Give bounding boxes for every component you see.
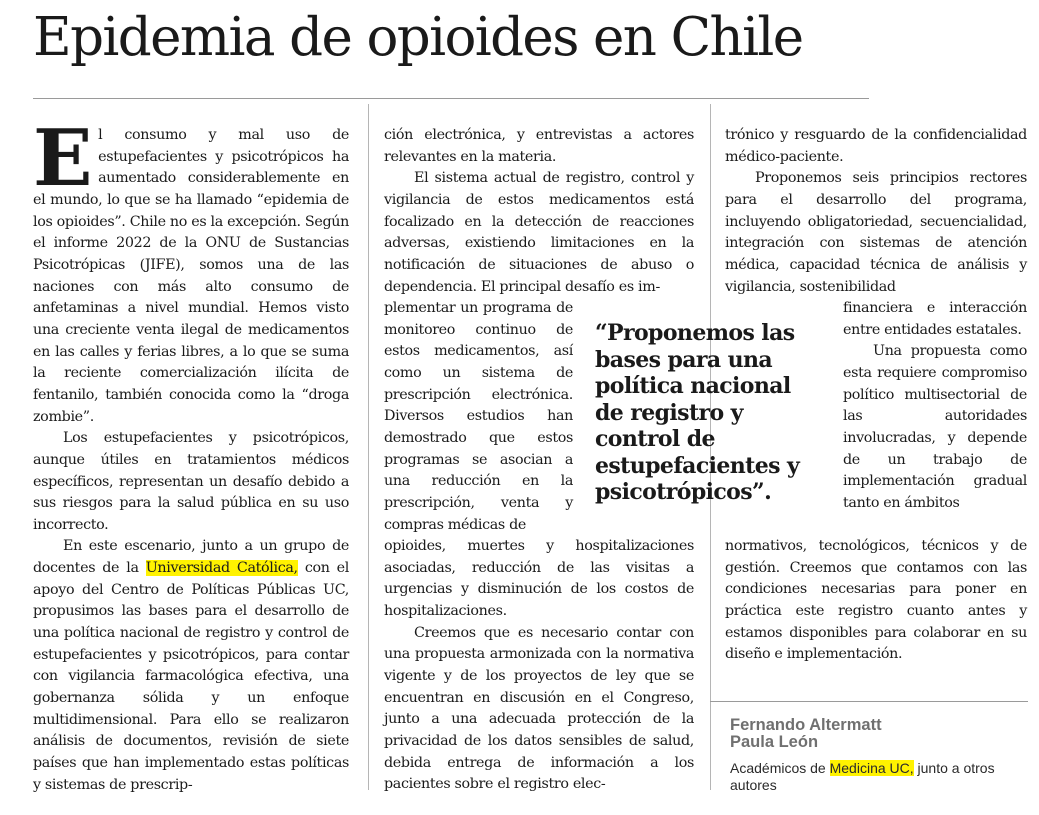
column-2-top — [384, 125, 694, 298]
column-3-top — [725, 125, 1027, 298]
paragraph: trónico y resguardo de la confidencialidad médico-paciente. — [725, 127, 1027, 165]
paragraph: plementar un programa de monitoreo continuo de estos medicamentos, así como un sistema de prescripción electrónica. Diversos estudios han demostrado que estos programas se asocian a una reducción en la prescripción, venta y compras médicas de — [384, 300, 573, 533]
author-affiliation: Académicos de Medicina UC, junto a otros autores — [730, 760, 995, 793]
author-names — [730, 717, 882, 751]
column-2-bottom — [384, 536, 694, 796]
headline-rule — [33, 98, 869, 99]
paragraph: opioides, muertes y hospitalizaciones asociadas, reducción de las visitas a urgencias y disminución de los costos de hospitalizaciones. — [384, 538, 694, 619]
column-3-bottom — [725, 536, 1027, 666]
column-1 — [33, 113, 349, 796]
paragraph: El consumo y mal uso de estupefacientes y psicotrópicos ha aumentado considerablemente en el mundo, lo que se ha llamado “epidemia de los opioides”. Chile no es la excepción. Según el informe 2022 de la ONU de Sustancias Psicotrópicas (JIFE), somos una de las naciones con más alto consumo de anfetaminas a nivel mundial. Hemos visto una creciente venta ilegal de medicamentos en las calles y ferias libres, a lo que se suma la reciente comercialización ilícita de fentanilo, también conocida como la “droga zombie”. — [33, 113, 349, 425]
highlight-universidad-catolica: Universidad Católica, — [145, 560, 298, 577]
paragraph: Los estupefacientes y psicotrópicos, aunque útiles en tratamientos médicos específicos, representan un desafío debido a sus riesgos para la salud pública en su uso incorrecto. — [33, 430, 349, 533]
paragraph: financiera e interacción entre entidades estatales. — [843, 300, 1027, 338]
paragraph: Creemos que es necesario contar con una propuesta armonizada con la normativa vigente y de los proyectos de ley que se encuentran en discusión en el Congreso, junto a una adecuada protección de la privacidad de los datos sensibles de salud, debida entrega de información a los pacientes sobre el registro elec- — [384, 624, 694, 793]
column-2-wrap — [384, 298, 573, 536]
drop-cap: E — [33, 113, 93, 204]
paragraph: ción electrónica, y entrevistas a actores relevantes en la materia. — [384, 127, 694, 165]
column-3-wrap — [843, 298, 1027, 515]
signature-rule — [710, 701, 1028, 702]
author-1: Fernando Altermatt — [730, 716, 882, 734]
author-2: Paula León — [730, 733, 819, 751]
paragraph: Proponemos seis principios rectores para el desarrollo del programa, incluyendo obligatoriedad, secuencialidad, integración con sistemas de atención médica, capacidad técnica de análisis y vigilancia, sostenibilidad — [725, 170, 1027, 295]
paragraph: Una propuesta como esta requiere compromiso político multisectorial de las autoridades involucradas, y depende de un trabajo de implementación gradual tanto en ámbitos — [843, 343, 1027, 511]
headline: Epidemia de opioides en Chile — [33, 7, 803, 68]
pull-quote: “Proponemos las bases para una política nacional de registro y control de estupefacientes y psicotrópicos”. — [595, 320, 800, 505]
highlight-medicina-uc: Medicina UC, — [829, 760, 914, 776]
paragraph: En este escenario, junto a un grupo de docentes de la Universidad Católica, con el apoyo del Centro de Políticas Públicas UC, propusimos las bases para el desarrollo de una política nacional de registro y control de estupefacientes y psicotrópicos, para contar con vigilancia farmacológica efectiva, una gobernanza sólida y un enfoque multidimensional. Para ello se realizaron análisis de documentos, revisión de siete países que han implementado estas políticas y sistemas de prescrip- — [33, 538, 349, 793]
paragraph: normativos, tecnológicos, técnicos y de gestión. Creemos que contamos con las condiciones necesarias para poner en práctica este registro cuanto antes y estamos disponibles para colaborar en su diseño e implementación. — [725, 538, 1027, 663]
column-divider-1 — [368, 104, 369, 790]
paragraph: El sistema actual de registro, control y vigilancia de estos medicamentos está focalizado en la detección de reacciones adversas, existiendo limitaciones en la notificación de situaciones de abuso o dependencia. El principal desafío es im- — [384, 170, 694, 295]
